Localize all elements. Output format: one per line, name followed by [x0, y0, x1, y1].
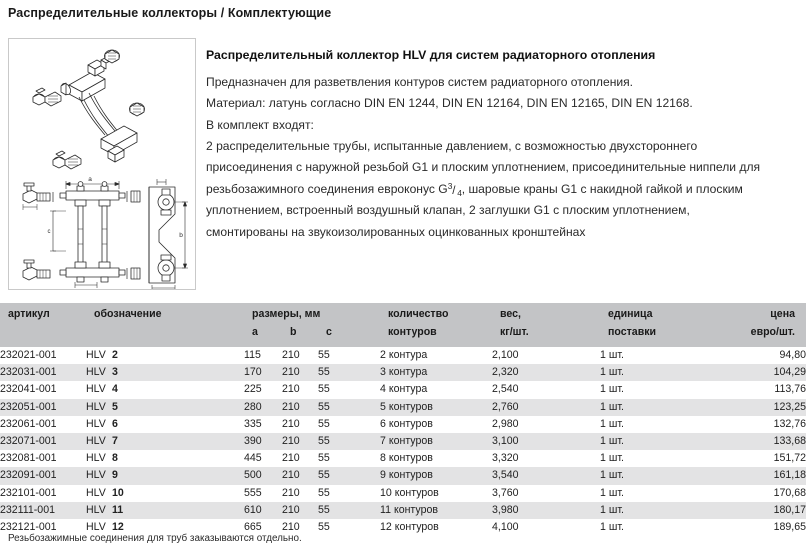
- cell-dim-a: 225: [244, 381, 282, 398]
- fraction-line-suffix: , шаровые краны G1 с накидной гайкой и плоским: [461, 181, 743, 196]
- column-header-article: артикул: [0, 303, 86, 324]
- designation-series: HLV: [86, 400, 106, 413]
- table-footnote: Резьбозажимные соединения для труб заказываются отдельно.: [8, 533, 302, 544]
- cell-dim-c: 55: [318, 450, 380, 467]
- cell-dim-c: 55: [318, 416, 380, 433]
- product-description-block: [206, 48, 802, 243]
- cell-unit: 1 шт.: [600, 364, 709, 381]
- description-line-7: уплотнением, встроенный воздушный клапан, 2 заглушки G1 с плоским уплотнением,: [206, 203, 690, 218]
- cell-article: 232051-001: [0, 399, 86, 416]
- designation-size: 7: [112, 435, 118, 448]
- cell-designation: [86, 347, 244, 364]
- column-header-loops-top: количество: [380, 303, 492, 324]
- cell-price: 104,29: [709, 364, 806, 381]
- cell-price: 132,76: [709, 416, 806, 433]
- fraction-denominator: 4: [457, 188, 462, 199]
- dimension-label-b: b: [179, 232, 183, 239]
- column-header-unit-top: единица: [600, 303, 709, 324]
- cell-designation: [86, 364, 244, 381]
- thread-size-fraction: [447, 181, 462, 199]
- column-header-unit-bottom: поставки: [600, 324, 709, 347]
- designation-series: HLV: [86, 503, 106, 516]
- cell-dim-a: 500: [244, 467, 282, 484]
- table-row[interactable]: [0, 485, 806, 502]
- page-header-title: Распределительные коллекторы / Комплектующие: [8, 6, 332, 20]
- cell-unit: 1 шт.: [600, 450, 709, 467]
- cell-dim-b: 210: [282, 416, 318, 433]
- cell-price: 180,17: [709, 502, 806, 519]
- designation-series: HLV: [86, 435, 106, 448]
- cell-dim-c: 55: [318, 347, 380, 364]
- cell-dim-c: 55: [318, 485, 380, 502]
- cell-loops: 2 контура: [380, 347, 492, 364]
- designation-series: HLV: [86, 521, 106, 534]
- cell-unit: 1 шт.: [600, 381, 709, 398]
- cell-loops: 4 контура: [380, 381, 492, 398]
- column-header-dim-c: c: [318, 324, 380, 347]
- cell-article: 232031-001: [0, 364, 86, 381]
- cell-price: 161,18: [709, 467, 806, 484]
- description-line-5: присоединения с наружной резьбой G1 и плоским уплотнением, присоединительные ниппели для: [206, 160, 761, 175]
- designation-size: 10: [112, 486, 124, 499]
- designation-size: 6: [112, 417, 118, 430]
- cell-dim-b: 210: [282, 467, 318, 484]
- fraction-slash: /: [452, 183, 456, 197]
- cell-article: 232061-001: [0, 416, 86, 433]
- cell-designation: [86, 502, 244, 519]
- designation-size: 2: [112, 349, 118, 361]
- cell-price: 94,80: [709, 347, 806, 364]
- column-header-weight-top: вес,: [492, 303, 600, 324]
- cell-dim-c: 55: [318, 519, 380, 536]
- cell-unit: 1 шт.: [600, 433, 709, 450]
- cell-dim-b: 210: [282, 519, 318, 536]
- product-title: Распределительный коллектор HLV для систем радиаторного отопления: [206, 48, 656, 62]
- cell-article: 232071-001: [0, 433, 86, 450]
- designation-series: HLV: [86, 383, 106, 396]
- cell-loops: 7 контуров: [380, 433, 492, 450]
- side-view-dimensioned-drawing: [149, 179, 188, 289]
- cell-weight: 2,540: [492, 381, 600, 398]
- cell-unit: 1 шт.: [600, 467, 709, 484]
- table-row[interactable]: [0, 364, 806, 381]
- cell-weight: 3,320: [492, 450, 600, 467]
- cell-weight: 2,100: [492, 347, 600, 364]
- cell-designation: [86, 399, 244, 416]
- designation-size: 11: [112, 503, 124, 516]
- designation-size: 8: [112, 452, 118, 465]
- cell-dim-c: 55: [318, 467, 380, 484]
- cell-price: 170,68: [709, 485, 806, 502]
- cell-designation: [86, 416, 244, 433]
- cell-unit: 1 шт.: [600, 502, 709, 519]
- column-header-price-bottom: евро/шт.: [709, 324, 806, 347]
- cell-article: 232081-001: [0, 450, 86, 467]
- cell-dim-a: 335: [244, 416, 282, 433]
- column-header-designation-bottom: [86, 324, 244, 347]
- cell-dim-b: 210: [282, 433, 318, 450]
- designation-size: 9: [112, 469, 118, 482]
- cell-dim-a: 665: [244, 519, 282, 536]
- cell-dim-b: 210: [282, 364, 318, 381]
- cell-unit: 1 шт.: [600, 399, 709, 416]
- cell-loops: 3 контура: [380, 364, 492, 381]
- designation-series: HLV: [86, 452, 106, 465]
- table-row[interactable]: [0, 433, 806, 450]
- manifold-technical-drawing-svg: [9, 39, 195, 289]
- cell-dim-a: 115: [244, 347, 282, 364]
- designation-size: 4: [112, 383, 118, 396]
- cell-price: 113,76: [709, 381, 806, 398]
- cell-loops: 11 контуров: [380, 502, 492, 519]
- cell-article: 232111-001: [0, 502, 86, 519]
- fraction-line-prefix: резьбозажимного соединения евроконус G: [206, 181, 448, 196]
- front-view-dimensioned-drawing: [48, 176, 126, 288]
- column-header-price-top: цена: [709, 303, 806, 324]
- cell-weight: 2,320: [492, 364, 600, 381]
- table-body: [0, 347, 806, 536]
- table-row[interactable]: [0, 347, 806, 364]
- column-header-dim-b: b: [282, 324, 318, 347]
- cell-dim-c: 55: [318, 381, 380, 398]
- cell-loops: 10 контуров: [380, 485, 492, 502]
- designation-series: HLV: [86, 469, 106, 482]
- column-header-dimensions: размеры, мм: [244, 303, 380, 324]
- column-header-article-bottom: [0, 324, 86, 347]
- table-row[interactable]: [0, 467, 806, 484]
- cell-dim-a: 555: [244, 485, 282, 502]
- cell-designation: [86, 467, 244, 484]
- cell-dim-b: 210: [282, 381, 318, 398]
- designation-size: 5: [112, 400, 118, 413]
- cell-dim-a: 445: [244, 450, 282, 467]
- cell-article: 232021-001: [0, 347, 86, 364]
- description-line-1: Предназначен для разветвления контуров систем радиаторного отопления.: [206, 74, 634, 89]
- cell-article: 232041-001: [0, 381, 86, 398]
- cell-dim-a: 390: [244, 433, 282, 450]
- designation-series: HLV: [86, 349, 106, 361]
- cell-price: 123,25: [709, 399, 806, 416]
- cell-weight: 2,980: [492, 416, 600, 433]
- cell-price: 133,68: [709, 433, 806, 450]
- cell-dim-a: 280: [244, 399, 282, 416]
- cell-article: 232121-001: [0, 519, 86, 536]
- cell-dim-b: 210: [282, 502, 318, 519]
- cell-dim-c: 55: [318, 433, 380, 450]
- isometric-assembly-group: [33, 50, 145, 169]
- cell-weight: 3,540: [492, 467, 600, 484]
- cell-weight: 3,980: [492, 502, 600, 519]
- cell-dim-b: 210: [282, 347, 318, 364]
- description-line-6-with-fraction: [206, 179, 802, 200]
- cell-dim-b: 210: [282, 399, 318, 416]
- cell-weight: 3,760: [492, 485, 600, 502]
- column-header-designation: обозначение: [86, 303, 244, 324]
- product-price-table: [0, 303, 806, 536]
- cell-dim-a: 610: [244, 502, 282, 519]
- designation-series: HLV: [86, 366, 106, 379]
- cell-designation: [86, 485, 244, 502]
- description-line-2: Материал: латунь согласно DIN EN 1244, DIN EN 12164, DIN EN 12165, DIN EN 12168.: [206, 96, 693, 111]
- cell-designation: [86, 433, 244, 450]
- cell-designation: [86, 450, 244, 467]
- cell-dim-c: 55: [318, 399, 380, 416]
- dimension-label-c: c: [47, 229, 51, 235]
- fraction-numerator: 3: [447, 181, 453, 192]
- cell-loops: 8 контуров: [380, 450, 492, 467]
- description-line-3: В комплект входят:: [206, 117, 314, 132]
- nut-elevations: [127, 191, 140, 279]
- table-row[interactable]: [0, 416, 806, 433]
- table-header: [0, 303, 806, 347]
- cell-dim-c: 55: [318, 364, 380, 381]
- cell-unit: 1 шт.: [600, 347, 709, 364]
- designation-series: HLV: [86, 486, 106, 499]
- product-illustration-panel: [8, 38, 196, 290]
- table-row[interactable]: [0, 450, 806, 467]
- cell-unit: 1 шт.: [600, 416, 709, 433]
- cell-loops: 6 контуров: [380, 416, 492, 433]
- designation-size: 12: [112, 521, 124, 534]
- cell-dim-b: 210: [282, 450, 318, 467]
- table-row[interactable]: [0, 399, 806, 416]
- cell-price: 151,72: [709, 450, 806, 467]
- cell-loops: 12 контуров: [380, 519, 492, 536]
- column-header-dim-a: a: [244, 324, 282, 347]
- cell-weight: 3,100: [492, 433, 600, 450]
- designation-series: HLV: [86, 417, 106, 430]
- column-header-weight-bottom: кг/шт.: [492, 324, 600, 347]
- cell-loops: 5 контуров: [380, 399, 492, 416]
- cell-article: 232101-001: [0, 485, 86, 502]
- cell-weight: 4,100: [492, 519, 600, 536]
- description-line-8: смонтированы на звукоизолированных оцинкованных кронштейнах: [206, 224, 586, 239]
- cell-dim-b: 210: [282, 485, 318, 502]
- cell-dim-a: 170: [244, 364, 282, 381]
- cell-article: 232091-001: [0, 467, 86, 484]
- cell-weight: 2,760: [492, 399, 600, 416]
- cell-designation: [86, 381, 244, 398]
- table-row[interactable]: [0, 381, 806, 398]
- cell-loops: 9 контуров: [380, 467, 492, 484]
- cell-price: 189,65: [709, 519, 806, 536]
- designation-size: 3: [112, 366, 118, 379]
- dimension-label-a: a: [88, 176, 92, 183]
- table-row[interactable]: [0, 502, 806, 519]
- column-header-loops-bottom: контуров: [380, 324, 492, 347]
- description-line-4: 2 распределительные трубы, испытанные давлением, с возможностью двухстороннего: [206, 138, 698, 153]
- cell-dim-c: 55: [318, 502, 380, 519]
- cell-unit: 1 шт.: [600, 485, 709, 502]
- cell-unit: 1 шт.: [600, 519, 709, 536]
